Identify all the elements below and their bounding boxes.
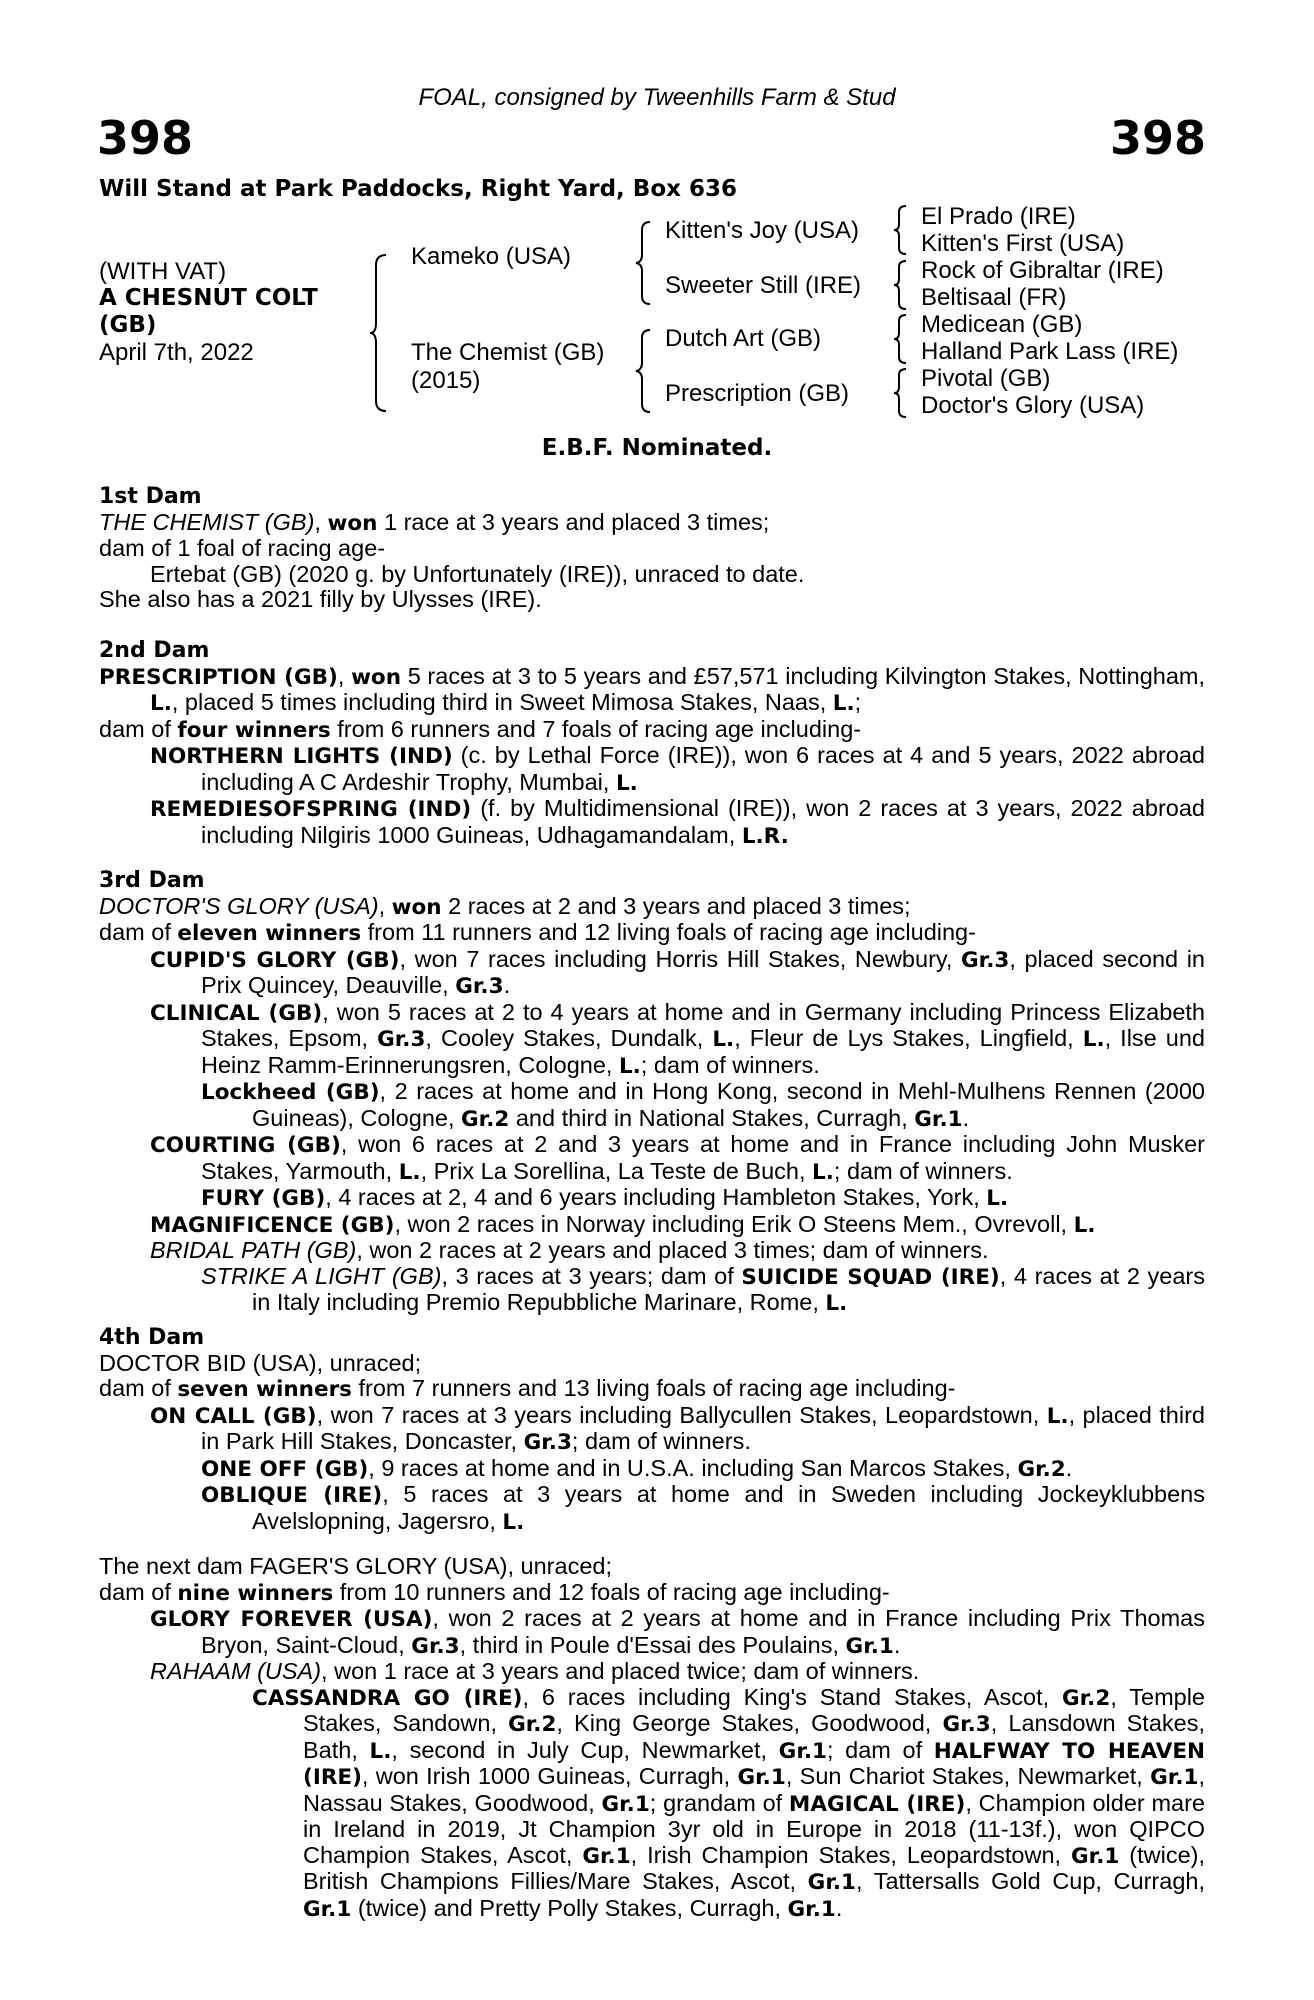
progeny-entry: BRIDAL PATH (GB), won 2 races at 2 years and placed 3 times; dam of winners. [150, 1237, 989, 1263]
progeny-entry: ONE OFF (GB), 9 races at home and in U.S.A. including San Marcos Stakes, Gr.2. [201, 1454, 1073, 1482]
granddam-line-3: Rock of Gibraltar (IRE) [921, 257, 1164, 284]
section-heading: 4th Dam [99, 1325, 205, 1350]
progeny-entry: CUPID'S GLORY (GB), won 7 races including Horris Hill Stakes, Newbury, Gr.3, placed second in Prix Quincey, Deauville, Gr.3. [150, 945, 1205, 999]
dam-name: The Chemist (GB) [411, 339, 605, 366]
granddam-line-1: El Prado (IRE) [921, 203, 1076, 230]
section-heading: 2nd Dam [99, 638, 210, 663]
first-dam-foal: Ertebat (GB) (2020 g. by Unfortunately (IRE)), unraced to date. [150, 560, 805, 587]
fourth-dam-record: DOCTOR BID (USA), unraced; [99, 1349, 422, 1376]
progeny-entry: RAHAAM (USA), won 1 race at 3 years and placed twice; dam of winners. [150, 1658, 920, 1684]
pedigree-bracket-g2 [894, 259, 908, 311]
consignor-line: FOAL, consigned by Tweenhills Farm & Stud [418, 84, 896, 111]
second-dam-record: PRESCRIPTION (GB), won 5 races at 3 to 5 years and £57,571 including Kilvington Stakes, Nottingham, L., placed 5 times including third in Sweet Mimosa Stakes, Naas, L.; [99, 662, 1206, 716]
progeny-entry: ON CALL (GB), won 7 races at 3 years including Ballycullen Stakes, Leopardstown, L., placed third in Park Hill Stakes, Doncaster, Gr.3; dam of winners. [150, 1401, 1205, 1455]
ebf-nominated: E.B.F. Nominated. [541, 435, 773, 461]
progeny-entry: Lockheed (GB), 2 races at home and in Hong Kong, second in Mehl-Mulhens Rennen (2000 Guineas), Cologne, Gr.2 and third in National Stakes, Curragh, Gr.1. [201, 1078, 1205, 1132]
granddam-line-2: Kitten's First (USA) [921, 230, 1125, 257]
foaling-date: April 7th, 2022 [99, 339, 254, 366]
granddam-line-4: Beltisaal (FR) [921, 284, 1067, 311]
lot-number-left: 398 [97, 111, 194, 165]
pedigree-bracket-g3 [894, 313, 908, 365]
pedigree-bracket-g4 [894, 367, 908, 419]
sire-dam: Sweeter Still (IRE) [665, 272, 862, 299]
subject-name: A CHESNUT COLT [99, 285, 318, 311]
granddam-line-5: Medicean (GB) [921, 311, 1083, 338]
pedigree-bracket-main [370, 253, 390, 413]
granddam-line-8: Doctor's Glory (USA) [921, 392, 1145, 419]
second-dam-produce: dam of four winners from 6 runners and 7 foals of racing age including- [99, 715, 862, 743]
sire-sire: Kitten's Joy (USA) [665, 217, 859, 244]
first-dam-note: She also has a 2021 filly by Ulysses (IRE). [99, 586, 542, 612]
second-dam-section [99, 638, 1205, 849]
next-dam-produce: dam of nine winners from 10 runners and 12 foals of racing age including- [99, 1578, 890, 1606]
section-heading: 1st Dam [99, 484, 202, 509]
pedigree-bracket-sire [636, 220, 652, 306]
pedigree-bracket-dam [636, 328, 652, 414]
progeny-entry: FURY (GB), 4 races at 2, 4 and 6 years including Hambleton Stakes, York, L. [201, 1184, 1009, 1211]
first-dam-section [99, 484, 1205, 613]
progeny-entry: OBLIQUE (IRE), 5 races at 3 years at home and in Sweden including Jockeyklubbens Avelslopning, Jagersro, L. [201, 1481, 1206, 1535]
first-dam-produce: dam of 1 foal of racing age- [99, 535, 386, 561]
fourth-dam-produce: dam of seven winners from 7 runners and 13 living foals of racing age including- [99, 1375, 956, 1402]
progeny-entry: REMEDIESOFSPRING (IND) (f. by Multidimensional (IRE)), won 2 races at 3 years, 2022 abroad including Nilgiris 1000 Guineas, Udhagamandalam, L.R. [150, 795, 1205, 849]
third-dam-section [99, 868, 1205, 1317]
fourth-dam-section [99, 1325, 1205, 1535]
vat-note: (WITH VAT) [99, 258, 227, 285]
dam-dam: Prescription (GB) [665, 380, 850, 407]
section-heading: 3rd Dam [99, 868, 205, 893]
pedigree-subject [99, 258, 318, 366]
granddam-line-6: Halland Park Lass (IRE) [921, 338, 1179, 365]
pedigree-bracket-g1 [894, 204, 908, 256]
next-dam-record: The next dam FAGER'S GLORY (USA), unraced; [99, 1553, 612, 1579]
progeny-entry: NORTHERN LIGHTS (IND) (c. by Lethal Force (IRE)), won 6 races at 4 and 5 years, 2022 abroad including A C Ardeshir Trophy, Mumbai, L. [150, 742, 1205, 796]
subject-country: (GB) [99, 312, 157, 338]
progeny-entry: GLORY FOREVER (USA), won 2 races at 2 years at home and in France including Prix Thomas Bryon, Saint-Cloud, Gr.3, third in Poule d'Essai des Poulains, Gr.1. [150, 1605, 1205, 1659]
progeny-entry: STRIKE A LIGHT (GB), 3 races at 3 years; dam of SUICIDE SQUAD (IRE), 4 races at 2 years in Italy including Premio Repubbliche Marinare, Rome, L. [201, 1262, 1206, 1316]
stand-location: Will Stand at Park Paddocks, Right Yard, Box 636 [99, 176, 737, 202]
granddam-line-7: Pivotal (GB) [921, 365, 1051, 392]
sire-name: Kameko (USA) [411, 243, 572, 270]
lot-number-right: 398 [1109, 111, 1206, 165]
third-dam-produce: dam of eleven winners from 11 runners and 12 living foals of racing age including- [99, 919, 976, 946]
progeny-entry: CLINICAL (GB), won 5 races at 2 to 4 years at home and in Germany including Princess Elizabeth Stakes, Epsom, Gr.3, Cooley Stakes, Dundalk, L., Fleur de Lys Stakes, Lingfield, L., Ilse und Heinz Ramm-Erinnerungsren, Cologne, L.; dam of winners. [150, 998, 1205, 1079]
next-dam-section [99, 1554, 1205, 1922]
progeny-entry: MAGNIFICENCE (GB), won 2 races in Norway including Erik O Steens Mem., Ovrevoll, L. [150, 1210, 1096, 1238]
first-dam-record: THE CHEMIST (GB), won 1 race at 3 years and placed 3 times; [99, 508, 770, 536]
dam-foaled-year: (2015) [411, 367, 481, 394]
third-dam-record: DOCTOR'S GLORY (USA), won 2 races at 2 and 3 years and placed 3 times; [99, 892, 911, 920]
progeny-entry: COURTING (GB), won 6 races at 2 and 3 years at home and in France including John Musker Stakes, Yarmouth, L., Prix La Sorellina, La Teste de Buch, L.; dam of winners. [150, 1131, 1205, 1185]
progeny-entry: CASSANDRA GO (IRE), 6 races including King's Stand Stakes, Ascot, Gr.2, Temple Stakes, Sandown, Gr.2, King George Stakes, Goodwood, Gr.3, Lansdown Stakes, Bath, L., second in July Cup, Newmarket, Gr.1; dam of HALFWAY TO HEAVEN (IRE), won Irish 1000 Guineas, Curragh, Gr.1, Sun Chariot Stakes, Newmarket, Gr.1, Nassau Stakes, Goodwood, Gr.1; grandam of MAGICAL (IRE), Champion older mare in Ireland in 2019, Jt Champion 3yr old in Europe in 2018 (11-13f.), won QIPCO Champion Stakes, Ascot, Gr.1, Irish Champion Stakes, Leopardstown, Gr.1 (twice), British Champions Fillies/Mare Stakes, Ascot, Gr.1, Tattersalls Gold Cup, Curragh, Gr.1 (twice) and Pretty Polly Stakes, Curragh, Gr.1. [252, 1683, 1206, 1922]
dam-sire: Dutch Art (GB) [665, 325, 822, 352]
